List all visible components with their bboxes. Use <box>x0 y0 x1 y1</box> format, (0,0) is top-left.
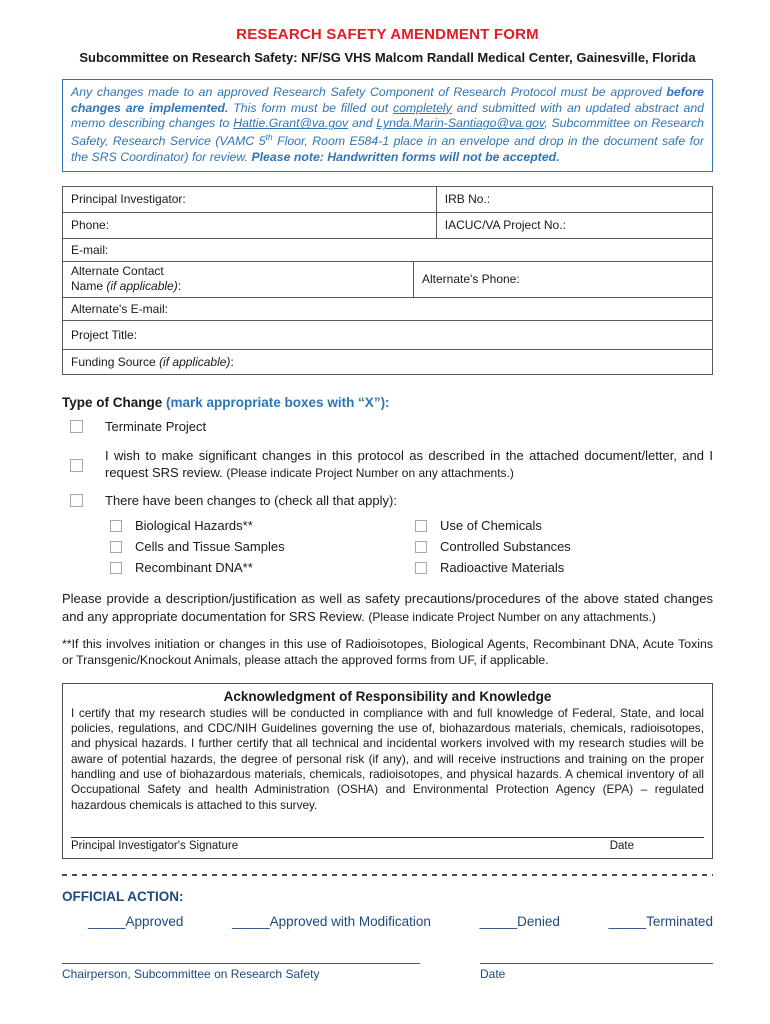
blank-line-approved-with-modification[interactable]: _____ <box>232 913 270 929</box>
table-row <box>63 349 713 374</box>
official-action-heading: OFFICIAL ACTION: <box>62 888 184 904</box>
official-action-label: Terminated <box>646 913 713 929</box>
official-action-denied <box>480 914 560 929</box>
notice-text: and submitted with an updated abstract and memo describing changes to <box>71 100 705 131</box>
suboption-label: Use of Chemicals <box>440 518 542 534</box>
suboption-label: Controlled Substances <box>440 539 571 555</box>
suboption-controlled-substances <box>415 539 571 554</box>
description-instructions-paragraph <box>62 590 713 625</box>
pi-signature-line[interactable] <box>71 837 704 838</box>
field-label: Principal Investigator: <box>71 192 186 207</box>
suboption-label: Cells and Tissue Samples <box>135 539 285 555</box>
change-categories-right-column <box>415 518 571 575</box>
info-table-top <box>62 186 713 262</box>
field-funding-source[interactable] <box>63 349 713 374</box>
option-significant-changes <box>62 448 713 482</box>
notice-text: , Subcommittee on Research Safety, Research Service (VAMC 5 <box>71 116 704 149</box>
notice-superscript: th <box>265 132 273 143</box>
page-subtitle: Subcommittee on Research Safety: NF/SG VHS Malcom Randall Medical Center, Gainesville, Florida <box>79 50 696 65</box>
checkbox-terminate-project[interactable] <box>70 420 83 433</box>
field-label-part: : <box>230 354 234 369</box>
field-label: Alternate's Phone: <box>422 272 520 287</box>
field-label: Alternate's E-mail: <box>71 301 168 316</box>
field-label-part: Funding Source <box>71 354 160 369</box>
official-action-approved <box>88 914 183 929</box>
official-action-label: Approved <box>125 913 184 929</box>
notice-bold-text: before changes are implemented. <box>71 85 704 115</box>
checkbox-use-of-chemicals[interactable] <box>415 520 427 532</box>
type-of-change-title: Type of Change <box>62 394 167 410</box>
suboption-cells-tissue-samples <box>110 539 415 554</box>
email-link-hattie-grant[interactable]: Hattie.Grant@va.gov <box>233 116 349 131</box>
option-label <box>105 448 713 482</box>
option-label: There have been changes to (check all that apply): <box>105 493 397 509</box>
suboption-label: Recombinant DNA** <box>135 560 253 576</box>
acknowledgment-title: Acknowledgment of Responsibility and Knowledge <box>223 688 552 704</box>
table-row <box>63 212 713 238</box>
notice-text: and <box>348 116 377 131</box>
blank-line-denied[interactable]: _____ <box>479 913 518 929</box>
field-principal-investigator[interactable] <box>63 186 437 212</box>
field-label <box>71 355 234 369</box>
checkbox-recombinant-dna[interactable] <box>110 562 122 574</box>
bottom-signature-section <box>62 963 713 981</box>
chairperson-label: Chairperson, Subcommittee on Research Safety <box>62 966 320 981</box>
field-label: E-mail: <box>71 242 109 257</box>
suboption-use-of-chemicals <box>415 518 571 533</box>
field-label-part: : <box>177 279 182 294</box>
suboption-label: Biological Hazards** <box>135 518 253 534</box>
acknowledgment-body: I certify that my research studies will be conducted in compliance with and full knowledge of Federal, State, and local policies, regulations, and CDC/NIH Guidelines governing the use of, biohazardous materials, chemicals, radioisotopes, and physical hazards. I further certify that all technical and incidental workers involved with my research studies will be aware of potential hazards, the degree of personal risk (if any), and will receive instructions and training on the proper handling and use of biohazardous materials, chemicals, radioisotopes, and physical hazards. A chemical inventory of all Occupational Safety and health Administration (OSHA) and Environmental Protection Agency (EPA) – regulated hazardous chemicals is attached to this survey. <box>71 705 704 812</box>
official-action-terminated <box>609 914 713 929</box>
pi-date-label: Date <box>609 839 634 852</box>
field-label-part: Name <box>71 279 107 294</box>
field-alternates-phone[interactable] <box>414 261 713 297</box>
field-alternate-contact-name[interactable] <box>63 261 414 297</box>
official-action-label: Approved with Modification <box>269 913 431 929</box>
dashed-separator <box>62 874 713 876</box>
suboption-biological-hazards <box>110 518 415 533</box>
chairperson-signature-block <box>62 963 420 981</box>
date-line[interactable] <box>480 963 713 964</box>
chairperson-signature-line[interactable] <box>62 963 420 964</box>
pi-signature-label: Principal Investigator's Signature <box>71 839 239 852</box>
notice-text: Floor, Room E584-1 place in an envelope and drop in the document safe for the SRS Coordinator) for review. <box>71 134 704 165</box>
checkbox-radioactive-materials[interactable] <box>415 562 427 574</box>
field-iacuc-va-project-no[interactable] <box>436 212 712 238</box>
notice-text: Any changes made to an approved Research Safety Component of Research Protocol must be approved <box>71 85 667 99</box>
official-action-approved-with-modification <box>232 914 431 929</box>
field-label-italic: (if applicable) <box>106 279 178 294</box>
checkbox-cells-tissue-samples[interactable] <box>110 541 122 553</box>
field-label: IACUC/VA Project No.: <box>444 218 566 233</box>
page-title: RESEARCH SAFETY AMENDMENT FORM <box>236 26 539 43</box>
checkbox-biological-hazards[interactable] <box>110 520 122 532</box>
table-row <box>63 261 713 297</box>
type-of-change-heading <box>62 395 713 410</box>
field-project-title[interactable] <box>63 320 713 349</box>
option-terminate-project <box>62 419 713 436</box>
checkbox-controlled-substances[interactable] <box>415 541 427 553</box>
table-row <box>63 297 713 320</box>
official-action-label: Denied <box>517 913 560 929</box>
date-signature-block <box>480 963 713 981</box>
suboption-recombinant-dna <box>110 560 415 575</box>
table-row <box>63 186 713 212</box>
field-label: IRB No.: <box>444 192 491 207</box>
suboption-label: Radioactive Materials <box>440 560 565 576</box>
checkbox-changes-to[interactable] <box>70 494 83 507</box>
official-action-options <box>62 914 713 929</box>
option-changes-to <box>62 493 713 510</box>
suboption-radioactive-materials <box>415 560 571 575</box>
table-row <box>63 238 713 261</box>
date-label: Date <box>480 966 506 981</box>
field-irb-no[interactable] <box>436 186 712 212</box>
blank-line-approved[interactable]: _____ <box>88 913 126 929</box>
paragraph-text: Please provide a description/justification as well as safety precautions/procedures of the above stated changes and any appropriate documentation for SRS Review. <box>62 591 713 624</box>
type-of-change-instruction: (mark appropriate boxes with “X”): <box>166 394 390 410</box>
instructions-notice-box <box>62 79 713 172</box>
pi-signature-labels <box>71 840 704 852</box>
option-label-note: (Please indicate Project Number on any attachments.) <box>226 465 514 480</box>
acknowledgment-box <box>62 683 713 859</box>
field-phone[interactable] <box>63 212 437 238</box>
field-label: Alternate Contact <box>71 264 164 279</box>
notice-bold-text: Please note: Handwritten forms will not be accepted. <box>251 150 560 165</box>
field-label: Phone: <box>71 218 110 233</box>
field-label-italic: (if applicable) <box>159 354 231 369</box>
paragraph-note: (Please indicate Project Number on any attachments.) <box>368 609 656 624</box>
field-alternates-email[interactable] <box>63 297 713 320</box>
option-label: Terminate Project <box>105 418 207 434</box>
info-table-bottom <box>62 261 713 375</box>
field-label <box>71 279 405 294</box>
option-label-main: I wish to make significant changes in this protocol as described in the attached document/letter, and I request SRS review. <box>105 447 713 480</box>
uf-forms-note-paragraph: **If this involves initiation or changes in this use of Radioisotopes, Biological Agents, Recombinant DNA, Acute Toxins or Transgenic/Knockout Animals, please attach the approved forms from UF, if applicable. <box>62 636 713 667</box>
change-categories-left-column <box>110 518 415 575</box>
notice-underlined-text: completely <box>393 100 452 115</box>
email-link-lynda-marin-santiago[interactable]: Lynda.Marin-Santiago@va.gov <box>376 116 545 131</box>
field-label: Project Title: <box>71 327 138 342</box>
checkbox-significant-changes[interactable] <box>70 459 83 472</box>
table-row <box>63 320 713 349</box>
change-categories <box>110 518 713 575</box>
notice-text: This form must be filled out <box>228 100 394 115</box>
field-email[interactable] <box>63 238 713 261</box>
blank-line-terminated[interactable]: _____ <box>608 913 647 929</box>
